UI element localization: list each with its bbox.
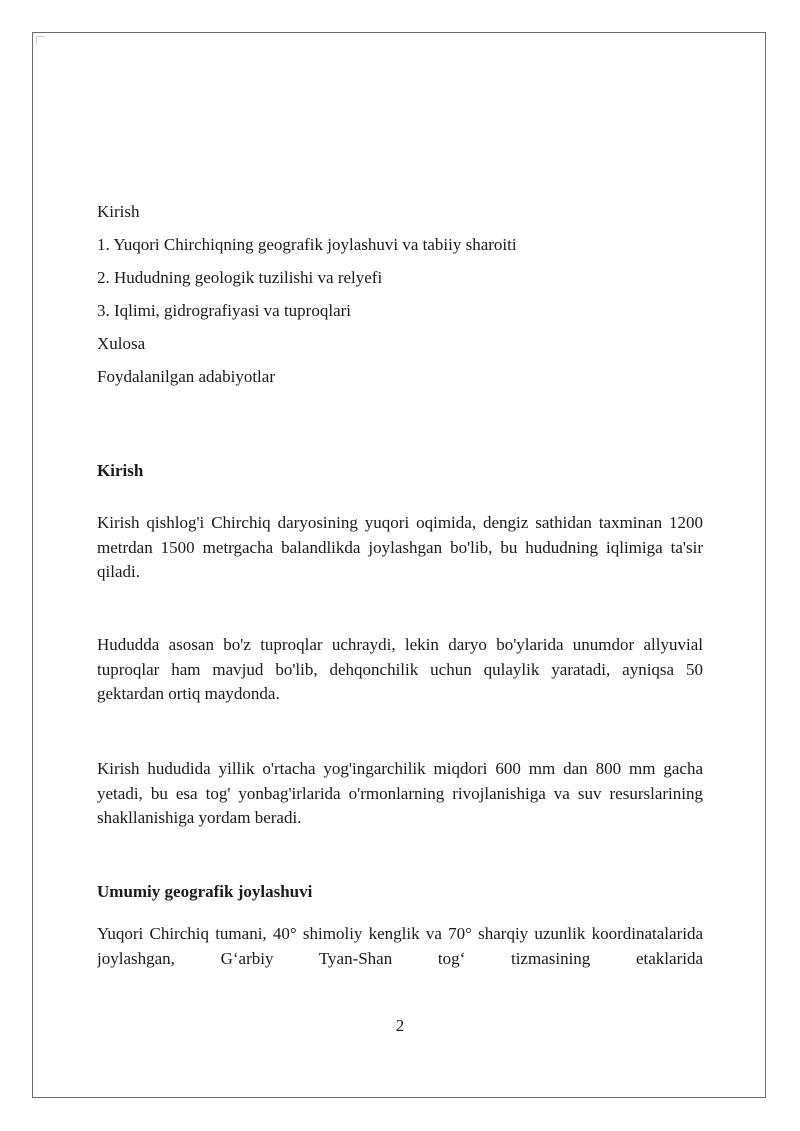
intro-paragraph-3: Kirish hududida yillik o'rtacha yog'ingarchilik miqdori 600 mm dan 800 mm gacha yetadi, bu esa tog' yonbag'irlarida o'rmonlarning rivojlanishiga va suv resurslarining shakllanishiga yordam beradi.	[97, 759, 703, 827]
intro-paragraph-1: Kirish qishlog'i Chirchiq daryosining yuqori oqimida, dengiz sathidan taxminan 1200 metrdan 1500 metrgacha balandlikda joylashgan bo'lib, bu hududning iqlimiga ta'sir qiladi.	[97, 513, 703, 581]
toc-item-references: Foydalanilgan adabiyotlar	[97, 367, 275, 386]
crop-mark	[36, 36, 45, 45]
toc-item-section-3: 3. Iqlimi, gidrografiyasi va tuproqlari	[97, 301, 351, 320]
toc-item-section-2: 2. Hududning geologik tuzilishi va relyefi	[97, 268, 383, 287]
intro-heading: Kirish	[97, 461, 144, 480]
toc-item-section-1: 1. Yuqori Chirchiqning geografik joylashuvi va tabiiy sharoiti	[97, 235, 517, 254]
location-heading: Umumiy geografik joylashuvi	[97, 882, 313, 901]
toc-item-xulosa: Xulosa	[97, 334, 146, 353]
toc-item-kirish: Kirish	[97, 202, 140, 221]
page-number: 2	[395, 1016, 405, 1035]
location-paragraph: Yuqori Chirchiq tumani, 40° shimoliy kenglik va 70° sharqiy uzunlik koordinatalarida joylashgan, G‘arbiy Tyan-Shan tog‘ tizmasining etaklarida	[97, 924, 703, 968]
table-of-contents	[97, 200, 703, 398]
intro-paragraph-2: Hududda asosan bo'z tuproqlar uchraydi, lekin daryo bo'ylarida unumdor allyuvial tuproqlar ham mavjud bo'lib, dehqonchilik uchun qulaylik yaratadi, ayniqsa 50 gektardan ortiq maydonda.	[97, 635, 703, 703]
